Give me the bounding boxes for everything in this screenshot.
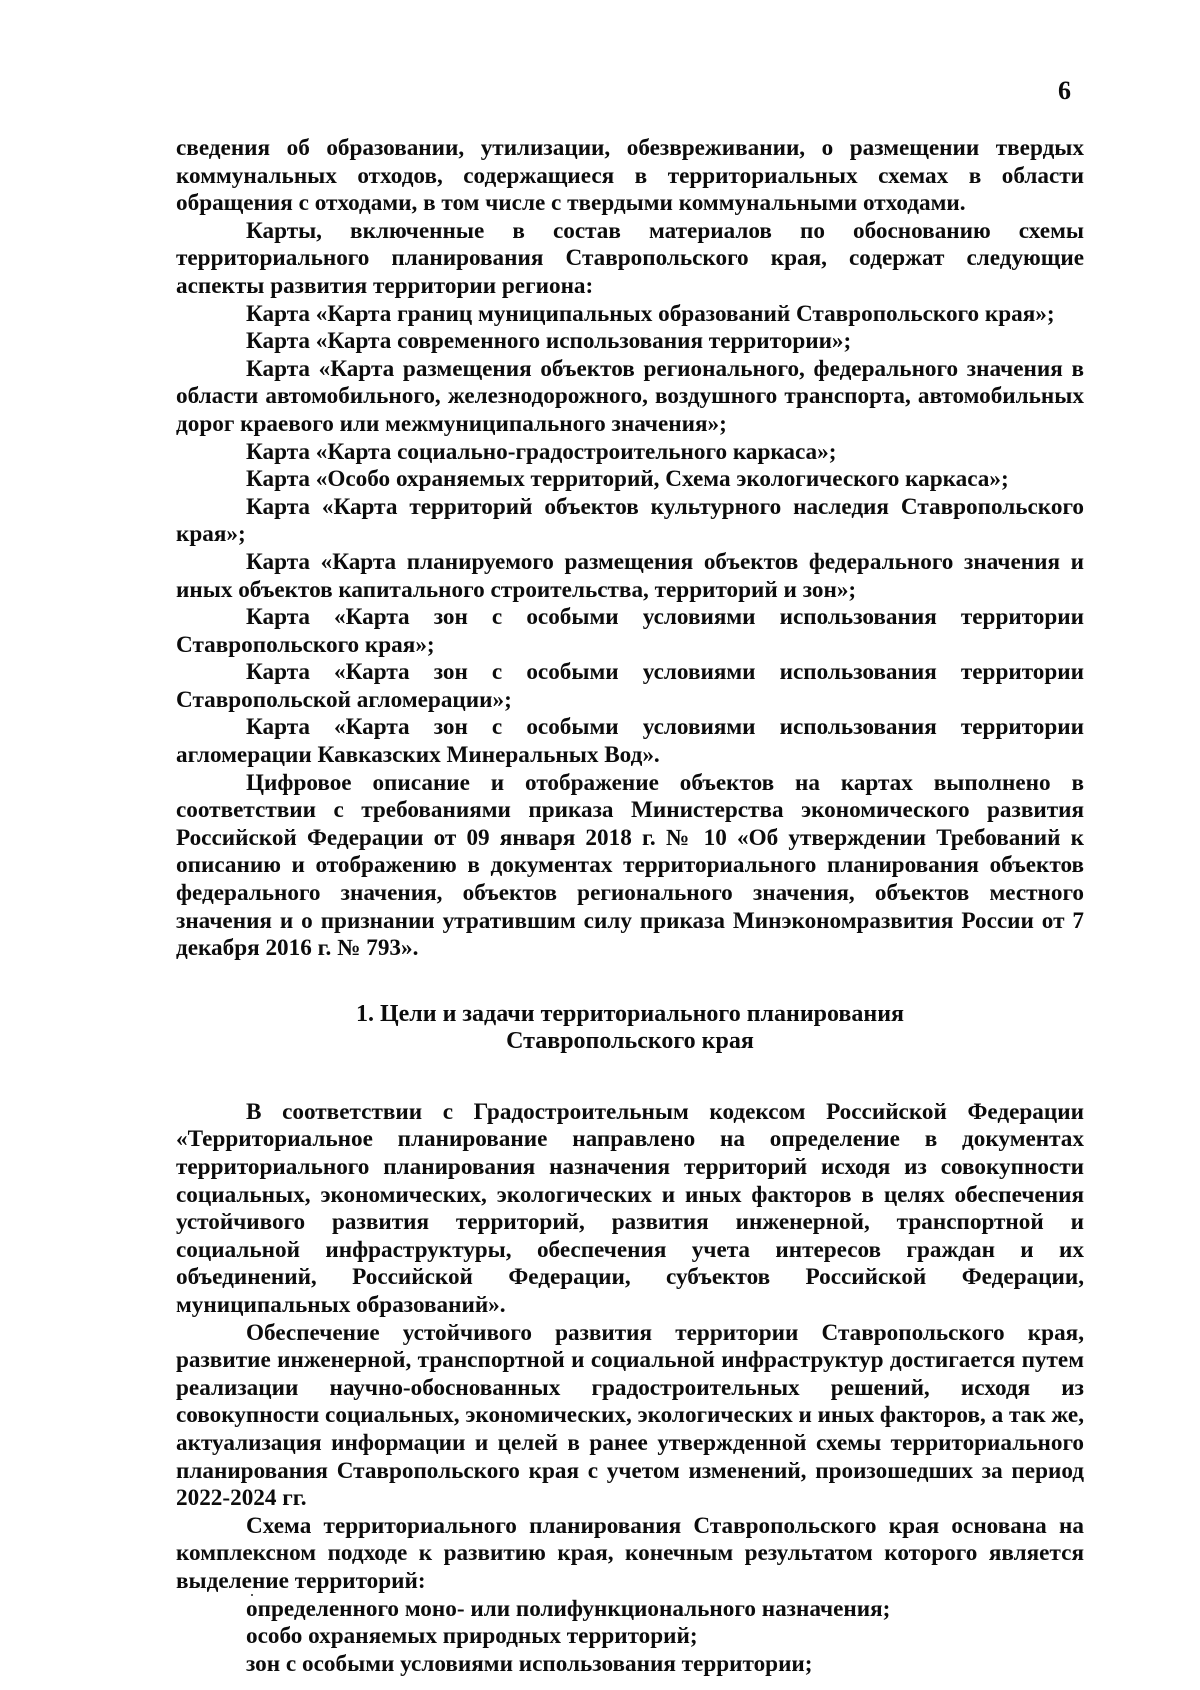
- list-item: Карта «Карта границ муниципальных образований Ставропольского края»;: [246, 300, 1055, 327]
- document-body: [176, 135, 1084, 1678]
- list-item: Карта «Карта территорий объектов культурного наследия Ставропольского края»;: [176, 493, 1084, 548]
- paragraph: Цифровое описание и отображение объектов на картах выполнено в соответствии с требованиями приказа Министерства экономического развития Российской Федерации от 09 января 2018 г. № 10 «Об утверждении Требований к описанию и отображению в документах территориального планирования объектов федерального значения, объектов регионального значения, объектов местного значения и о признании утратившим силу приказа Минэкономразвития России от 7 декабря 2016 г. № 793».: [176, 769, 1084, 962]
- list-item: Карта «Карта планируемого размещения объектов федерального значения и иных объектов капитального строительства, территорий и зон»;: [176, 548, 1084, 603]
- list-item: Карта «Особо охраняемых территорий, Схема экологического каркаса»;: [246, 466, 1009, 493]
- list-item: Карта «Карта современного использования территории»;: [246, 328, 852, 355]
- list-item: определенного моно- или полифункционального назначения;: [246, 1595, 891, 1622]
- page-number: 6: [1058, 76, 1071, 105]
- section-heading: [176, 1001, 1084, 1055]
- paragraph: сведения об образовании, утилизации, обезвреживании, о размещении твердых коммунальных отходов, содержащиеся в территориальных схемах в области обращения с отходами, в том числе с твердыми коммунальными отходами.: [176, 135, 1084, 217]
- list-item: особо охраняемых природных территорий;: [246, 1623, 698, 1650]
- paragraph: Обеспечение устойчивого развития территории Ставропольского края, развитие инженерной, транспортной и социальной инфраструктур достигается путем реализации научно-обоснованных градостроительных решений, исходя из совокупности социальных, экономических, экологических и иных факторов, а так же, актуализация информации и целей в ранее утвержденной схемы территориального планирования Ставропольского края с учетом изменений, произошедших за период 2022-2024 гг.: [176, 1319, 1084, 1512]
- section-heading-line: Ставропольского края: [506, 1027, 754, 1054]
- list-item: зон с особыми условиями использования территории;: [246, 1650, 813, 1677]
- list-item: Карта «Карта зон с особыми условиями использования территории Ставропольской агломерации»;: [176, 659, 1084, 713]
- list-item: Карта «Карта зон с особыми условиями использования территории Ставропольского края»;: [176, 604, 1084, 658]
- paragraph: Схема территориального планирования Ставропольского края основана на комплексном подходе к развитию края, конечным результатом которого является выделение территорий:: [176, 1512, 1084, 1594]
- scan-speck: [251, 1594, 253, 1596]
- list-item: Карта «Карта социально-градостроительного каркаса»;: [246, 438, 837, 465]
- paragraph: В соответствии с Градостроительным кодексом Российской Федерации «Территориальное планирование направлено на определение в документах территориального планирования назначения территорий исходя из совокупности социальных, экономических, экологических и иных факторов в целях обеспечения устойчивого развития территорий, развития инженерной, транспортной и социальной инфраструктуры, обеспечения учета интересов граждан и их объединений, Российской Федерации, субъектов Российской Федерации, муниципальных образований».: [176, 1098, 1084, 1318]
- list-item: Карта «Карта размещения объектов регионального, федерального значения в области автомобильного, железнодорожного, воздушного транспорта, автомобильных дорог краевого или межмуниципального значения»;: [176, 355, 1084, 437]
- list-item: Карта «Карта зон с особыми условиями использования территории агломерации Кавказских Минеральных Вод».: [176, 714, 1084, 769]
- paragraph: Карты, включенные в состав материалов по обоснованию схемы территориального планирования Ставропольского края, содержат следующие аспекты развития территории региона:: [176, 217, 1084, 299]
- section-heading-line: 1. Цели и задачи территориального планирования: [355, 1000, 905, 1027]
